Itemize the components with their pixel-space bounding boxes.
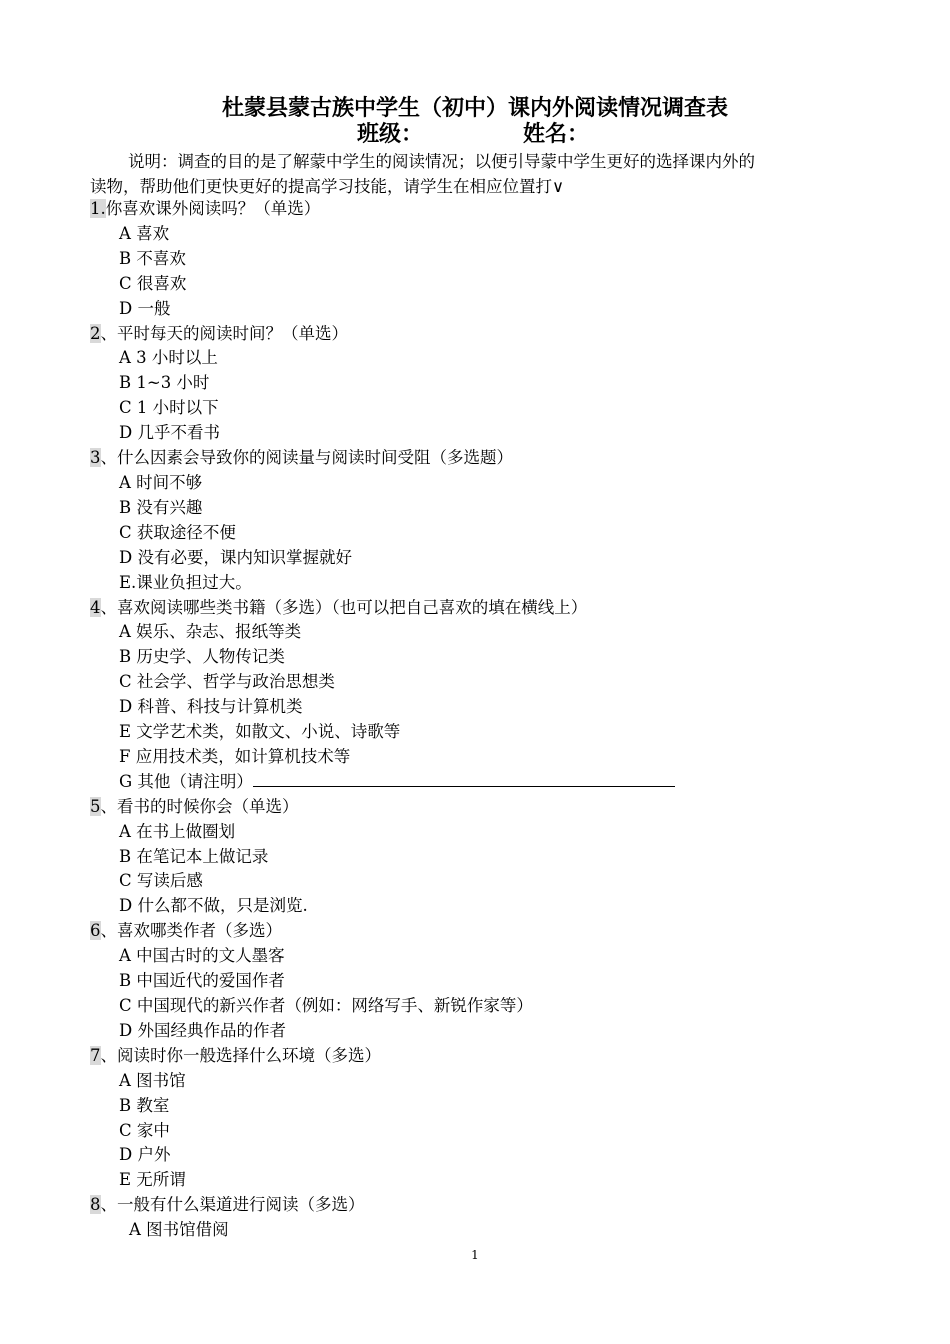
question-number: 4 [90,597,101,617]
question-text: 、喜欢哪类作者（多选） [100,921,282,941]
option-item[interactable]: C 中国现代的新兴作者（例如：网络写手、新锐作家等） [119,996,533,1015]
option-item[interactable]: B 历史学、人物传记类 [119,647,285,667]
question-number: 1. [90,199,106,218]
option-item[interactable]: A 时间不够 [119,472,203,492]
question-4 [90,596,880,621]
option-item[interactable]: A 图书馆借阅 [129,1220,229,1240]
fill-in-blank-line[interactable] [253,770,675,787]
question-number: 5 [90,796,101,816]
question-6 [90,919,880,944]
option-item[interactable]: F 应用技术类，如计算机技术等 [119,746,351,766]
intro-line-1: 说明：调查的目的是了解蒙中学生的阅读情况；以便引导蒙中学生更好的选择课内外的 [128,152,755,171]
option-item[interactable]: C 写读后感 [119,871,203,891]
question-number: 7 [90,1045,101,1065]
question-text: 、看书的时候你会（单选） [100,796,299,816]
question-3 [90,446,880,471]
question-number: 2 [90,323,101,343]
document-title: 杜蒙县蒙古族中学生（初中）课内外阅读情况调查表 [221,96,728,121]
option-item[interactable]: D 一般 [119,298,171,318]
question-list [90,197,880,1243]
question-5 [90,795,880,820]
option-item[interactable]: E 文学艺术类，如散文、小说、诗歌等 [119,722,401,742]
option-item[interactable]: A 娱乐、杂志、报纸等类 [119,622,302,642]
question-text: 、一般有什么渠道进行阅读（多选） [100,1195,365,1215]
option-item[interactable]: C 家中 [119,1120,170,1140]
question-number: 3 [90,448,101,468]
page-number: 1 [471,1248,479,1262]
option-item[interactable]: D 户外 [119,1145,171,1165]
question-text: 、平时每天的阅读时间？（单选） [100,323,348,343]
option-item[interactable]: B 教室 [119,1095,170,1115]
option-item[interactable]: B 在笔记本上做记录 [119,846,269,866]
question-2 [90,322,880,347]
option-item[interactable]: A 3 小时以上 [119,348,218,368]
question-7 [90,1044,880,1069]
question-text: 、阅读时你一般选择什么环境（多选） [100,1045,381,1065]
option-other [90,770,880,795]
option-item[interactable]: B 没有兴趣 [119,497,203,517]
intro-paragraph [90,149,870,199]
option-item[interactable]: C 很喜欢 [119,273,187,293]
option-item[interactable]: A 在书上做圈划 [119,821,236,841]
question-8 [90,1193,880,1218]
question-1 [90,197,880,222]
question-text: 、喜欢阅读哪些类书籍（多选）（也可以把自己喜欢的填在横线上） [100,597,588,617]
option-item[interactable]: B 不喜欢 [119,248,186,268]
name-label: 姓名： [523,122,590,147]
option-item[interactable]: D 没有必要，课内知识掌握就好 [119,547,352,567]
option-other-label: G 其他（请注明） [119,771,253,791]
question-number: 8 [90,1195,101,1215]
option-item[interactable]: B 中国近代的爱国作者 [119,971,285,991]
option-item[interactable]: D 科普、科技与计算机类 [119,697,303,717]
question-number: 6 [90,921,101,941]
option-item[interactable]: C 获取途径不便 [119,522,236,542]
question-text: 、什么因素会导致你的阅读量与阅读时间受阻（多选题） [100,448,513,468]
option-item[interactable]: E 无所谓 [119,1170,186,1190]
question-text: 你喜欢课外阅读吗？（单选） [105,199,321,218]
option-item[interactable]: A 图书馆 [119,1070,186,1090]
option-item[interactable]: B 1~3 小时 [119,373,210,393]
class-label: 班级： [357,122,424,147]
option-item[interactable]: A 中国古时的文人墨客 [119,946,285,966]
option-item[interactable]: C 社会学、哲学与政治思想类 [119,672,335,692]
option-item[interactable]: A 喜欢 [119,223,170,243]
intro-line-2: 读物，帮助他们更快更好的提高学习技能，请学生在相应位置打∨ [90,177,565,196]
option-item[interactable]: D 什么都不做，只是浏览. [119,896,308,916]
option-item[interactable]: E.课业负担过大。 [119,572,252,592]
option-item[interactable]: D 几乎不看书 [119,423,220,443]
option-item[interactable]: D 外国经典作品的作者 [119,1020,286,1040]
option-item[interactable]: C 1 小时以下 [119,398,219,418]
